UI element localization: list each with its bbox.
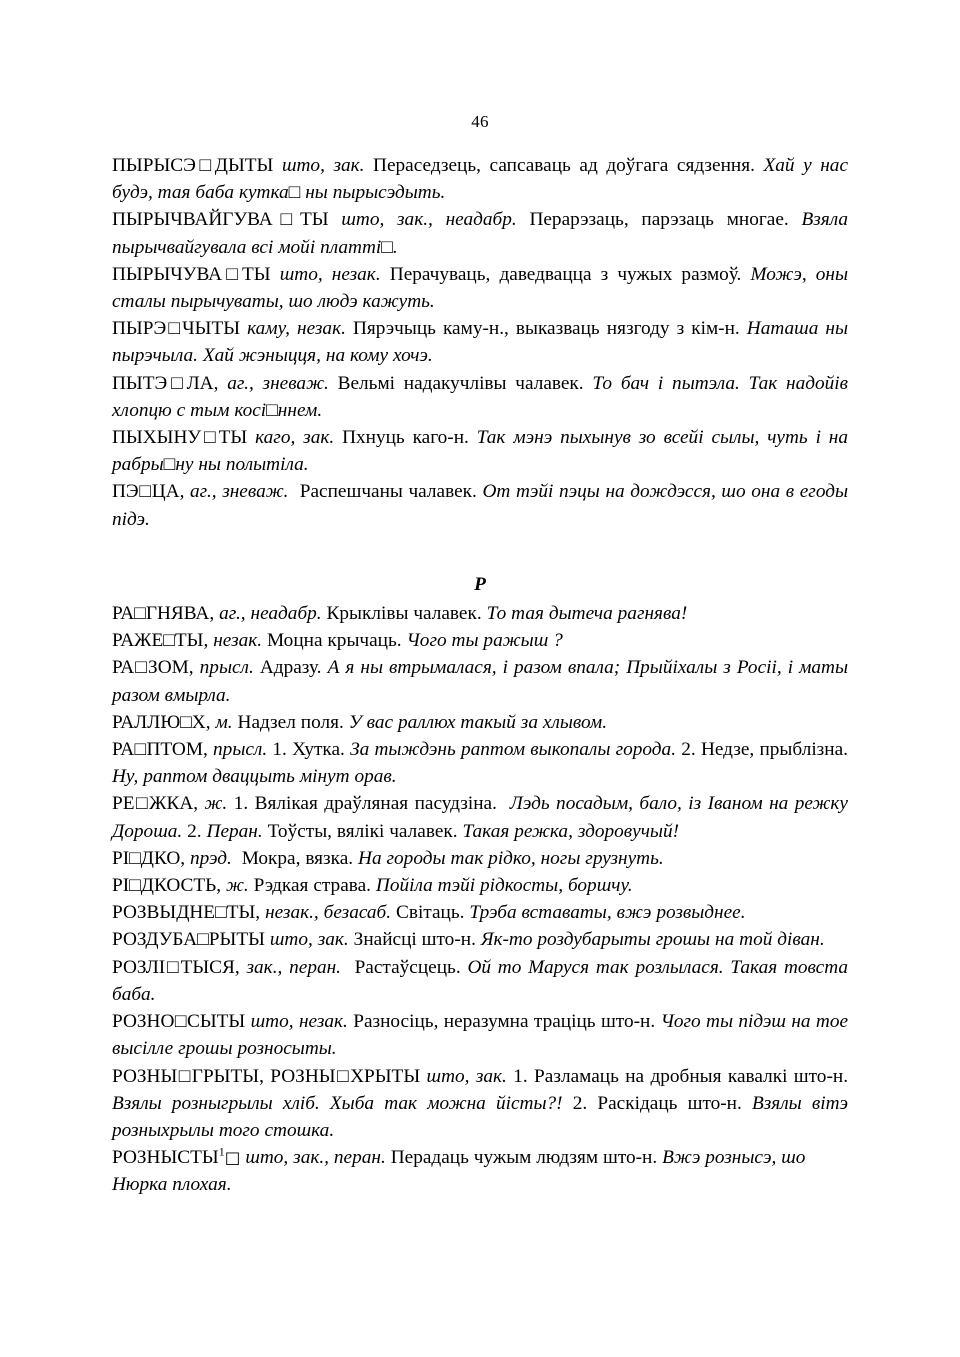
dictionary-entry [112, 206, 848, 260]
dictionary-entry [112, 1063, 848, 1145]
entry-definition: Пераседзець, сапсаваць ад доўгага сядзення. [373, 155, 755, 176]
entry-headword: РА□ПТОМ, [112, 739, 208, 761]
entry-example: То бач і пытэла. Так надойів хлопцю с тым косі□ннем. [112, 372, 849, 421]
entry-example: То тая дытеча рагнява! [486, 603, 688, 625]
section-spacer [112, 533, 848, 571]
entry-sense-number: 1. [513, 1065, 528, 1087]
entry-example: А я ны втрымалася, і разом впала; Прыйіхалы з Росіі, і маты разом вмырла. [112, 657, 849, 706]
entry-example: Наташа ны пырэчыла. Хай жэныцця, на кому хочэ. [112, 318, 849, 367]
dictionary-entry [112, 872, 848, 899]
entry-grammar-label: аг., зневаж. [227, 372, 329, 394]
dictionary-entry [112, 736, 848, 790]
entry-definition: Хутка. [292, 739, 345, 761]
dictionary-entry [112, 370, 848, 424]
dictionary-entry [112, 600, 848, 627]
entry-grammar-label: аг., зневаж. [190, 481, 289, 503]
entry-definition: Разносіць, неразумна траціць што-н. [353, 1011, 656, 1033]
entry-definition: Перадаць чужым людзям што-н. [390, 1147, 658, 1169]
entry-headword: РА□ГНЯВА, [112, 603, 215, 625]
entry-grammar-label: ж. [204, 793, 228, 815]
dictionary-entry [112, 790, 848, 844]
entry-example: Чого ты підэш на тое высілле грошы розносыты. [112, 1011, 849, 1060]
entry-grammar-label: што, зак., неадабр. [341, 209, 517, 231]
entry-homonym-index: 1 [218, 1144, 225, 1159]
entry-example: Хай у нас будэ, тая баба кутка□ ны пырысэдыть. [112, 155, 849, 204]
entry-grammar-label: прэд. [190, 847, 232, 869]
entry-grammar-label: што, незак. [250, 1011, 348, 1033]
entry-headword: РІ□ДКОСТЬ, [112, 875, 222, 897]
entry-example: Трэба вставаты, вжэ розвыднее. [469, 902, 746, 924]
entry-definition: Моцна крычаць. [267, 630, 402, 652]
dictionary-entry [112, 152, 848, 206]
entry-example: Ну, раптом дваццыть мінут орав. [112, 766, 397, 788]
entry-definition: Пхнуць каго-н. [342, 427, 469, 449]
entry-definition: Адразу. [259, 657, 322, 679]
dictionary-entry [112, 627, 848, 654]
entry-grammar-label: што, зак., перан. [245, 1147, 386, 1169]
entry-headword: РА□ЗОМ, [112, 657, 194, 679]
entry-definition: Распешчаны чалавек. [299, 481, 477, 503]
entry-example: Як-то роздубарыты грошы на той діван. [480, 929, 825, 951]
entry-headword: РОЗНЫ□ГРЫТЫ, РОЗНЫ□ХРЫТЫ [112, 1065, 421, 1087]
dictionary-entry [112, 1008, 848, 1062]
entry-headword: ПЫРЭ□ЧЫТЫ [112, 318, 241, 340]
entry-grammar-label: незак. [213, 630, 263, 652]
entry-headword: РІ□ДКО, [112, 847, 186, 869]
entry-grammar-label: зак., перан. [246, 956, 341, 978]
entry-headword: РАЖЕ□ТЫ, [112, 630, 209, 652]
missing-glyph-box: □ [224, 1148, 241, 1168]
entry-example: Взялы вітэ розныхрылы того стошка. [112, 1092, 849, 1141]
entry-definition: Перарэзаць, парэзаць многае. [529, 209, 789, 231]
dictionary-entry [112, 654, 848, 708]
entry-example: У вас раллюх такый за хлывом. [348, 711, 608, 733]
entry-example: От тэйі пэцы на дождэсся, шо она в егоды підэ. [112, 481, 849, 530]
entry-sense-number: 2. [187, 820, 202, 842]
entry-example: Так мэнэ пыхынув зо всейі сылы, чуть і на рабры□ну ны полытіла. [112, 427, 849, 476]
page-number: 46 [471, 112, 489, 131]
entry-example: Взялы розныгрылы хліб. Хыба так можна йісты?! [112, 1092, 563, 1114]
dictionary-entry [112, 845, 848, 872]
entry-example: Чого ты ражыш ? [406, 630, 563, 652]
entry-definition: Мокра, вязка. [241, 847, 354, 869]
entry-definition: Недзе, прыблізна. [700, 739, 848, 761]
entry-example: Можэ, оны сталы пырычуваты, шо людэ кажуть. [112, 263, 849, 313]
dictionary-entry [112, 424, 848, 478]
entry-grammar-label: ж. [225, 875, 249, 897]
dictionary-entry [112, 478, 848, 532]
entry-grammar-label: прысл. [199, 657, 254, 679]
entry-example: Ой то Маруся так розлылася. Такая товста баба. [112, 956, 849, 1005]
entry-grammar-label: што, зак. [269, 929, 349, 951]
entry-headword: РОЗНО□СЫТЫ [112, 1011, 246, 1033]
dictionary-entry [112, 709, 848, 736]
entry-grammar-label: прысл. [213, 739, 268, 761]
entry-definition: Рэдкая страва. [253, 875, 371, 897]
entry-example: Вжэ розныcэ, шо Нюрка плохая. [112, 1147, 806, 1196]
dictionary-entry [112, 954, 848, 1008]
entry-sense-number: 2. [681, 739, 696, 761]
entry-definition: Знайсці што-н. [353, 929, 476, 951]
entry-headword: ПЫРЫЧУВА□ТЫ [112, 263, 271, 285]
entry-example: На городы так рідко, ногы грузнуть. [358, 847, 664, 869]
entry-grammar-label: што, зак. [281, 155, 365, 176]
entry-sense-number: 2. [572, 1092, 588, 1114]
entry-sense-label: Перан. [206, 820, 263, 842]
entry-definition: Надзел поля. [237, 711, 344, 733]
entry-grammar-label: што, зак. [426, 1065, 507, 1087]
entry-example: Пойіла тэйі рідкосты, боршчу. [375, 875, 633, 897]
entry-headword: ПЫРЫСЭ□ДЫТЫ [112, 155, 274, 176]
entry-grammar-label: каму, незак. [247, 318, 346, 340]
entry-definition: Тоўсты, вялікі чалавек. [267, 820, 458, 842]
entry-grammar-label: аг., неадабр. [219, 603, 322, 625]
entry-example: Взяла пырычвайгувала всі мойі платті□. [112, 209, 849, 258]
entry-definition: Перачуваць, даведвацца з чужых размоў. [389, 263, 742, 285]
entry-headword: ПЭ□ЦА, [112, 481, 185, 503]
section-letter-heading: Р [474, 573, 486, 595]
entry-headword: ПЫХЫНУ□ТЫ [112, 427, 248, 449]
dictionary-body [112, 152, 848, 1199]
entry-example: Лэдь посадым, бало, із Іваном на режку Дороша. [112, 793, 848, 842]
entry-headword: РОЗВЫДНЕ□ТЫ, [112, 902, 261, 924]
entry-headword: РЕ□ЖКА, [112, 793, 199, 815]
entry-definition: Раскідаць што-н. [597, 1092, 742, 1114]
entry-headword: РОЗЛІ□ТЫСЯ, [112, 956, 240, 978]
entry-definition: Разламаць на дробныя кавалкі што-н. [534, 1065, 849, 1087]
entry-sense-number: 1. [272, 739, 287, 761]
dictionary-entry [112, 315, 848, 369]
entry-definition: Вялікая драўляная пасудзіна. [254, 793, 497, 815]
entry-definition: Вельмі надакучлівы чалавек. [337, 372, 584, 394]
entry-grammar-label: што, незак. [279, 263, 381, 285]
entry-definition: Пярэчыць каму-н., выказваць нязгоду з кім-н. [352, 318, 740, 340]
dictionary-entry [112, 261, 848, 315]
entry-definition: Світаць. [395, 902, 465, 924]
entry-example: За тыждэнь раптом выкопалы города. [350, 739, 677, 761]
dictionary-entry [112, 1144, 848, 1198]
entry-headword: ПЫТЭ□ЛА, [112, 372, 219, 394]
entry-example: Такая режка, здоровучый! [462, 820, 680, 842]
entry-grammar-label: каго, зак. [255, 427, 335, 449]
entry-definition: Растаўсцець. [354, 956, 461, 978]
entry-headword: РОЗДУБА□РЫТЫ [112, 929, 265, 951]
entry-sense-number: 1. [233, 793, 249, 815]
dictionary-entry [112, 926, 848, 953]
entry-grammar-label: незак., безасаб. [265, 902, 392, 924]
entry-headword: РОЗНЫСТЫ [112, 1147, 219, 1169]
dictionary-entry [112, 899, 848, 926]
entry-headword: ПЫРЫЧВАЙГУВА□ТЫ [112, 209, 329, 231]
entry-grammar-label: м. [215, 711, 233, 733]
entry-definition: Крыклівы чалавек. [326, 603, 482, 625]
entry-headword: РАЛЛЮ□Х, [112, 711, 211, 733]
